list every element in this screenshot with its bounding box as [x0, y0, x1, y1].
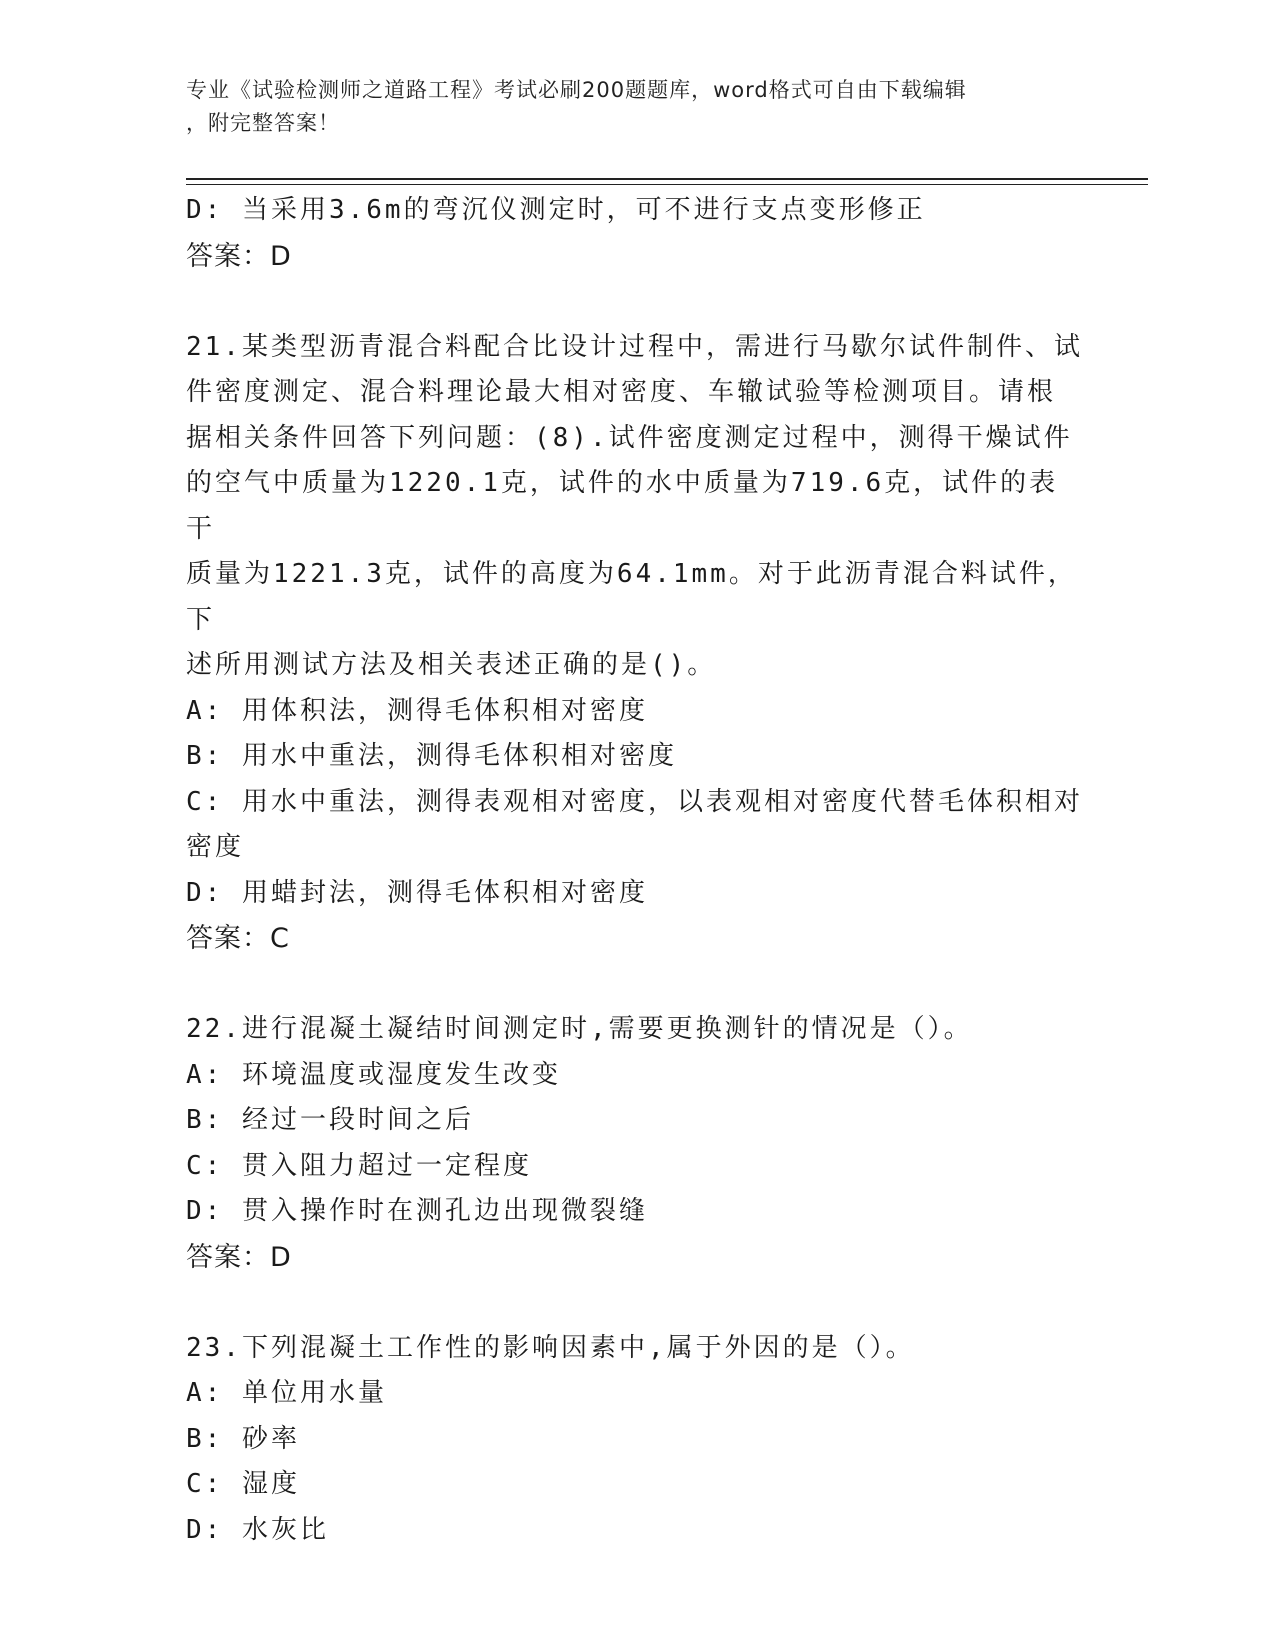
answer: 答案：D [186, 240, 292, 272]
spacer [186, 279, 1086, 325]
option-d: D: 水灰比 [186, 1514, 329, 1545]
option-a: A: 单位用水量 [186, 1378, 387, 1408]
question-22 [186, 1007, 1086, 1280]
question-stem-line: 件密度测定、混合料理论最大相对密度、车辙试验等检测项目。请根 [186, 377, 1057, 407]
header-divider-thick [186, 178, 1148, 180]
question-stem-line: 质量为1221.3克，试件的高度为64.1mm。对于此沥青混合料试件，下 [186, 559, 1077, 635]
spacer [186, 962, 1086, 1008]
previous-question-tail [186, 188, 1086, 279]
header-line-1: 专业《试验检测师之道路工程》考试必刷200题题库，word格式可自由下载编辑 [186, 78, 967, 102]
option-c: C: 湿度 [186, 1469, 300, 1499]
option-b: B: 经过一段时间之后 [186, 1105, 474, 1135]
question-stem-line: 据相关条件回答下列问题：(8).试件密度测定过程中，测得干燥试件 [186, 422, 1073, 453]
option-d: D: 用蜡封法，测得毛体积相对密度 [186, 877, 648, 908]
option-c-continued: 密度 [186, 832, 245, 862]
option-c: C: 用水中重法，测得表观相对密度，以表观相对密度代替毛体积相对 [186, 786, 1083, 817]
document-header [186, 74, 1066, 140]
option-d: D: 当采用3.6m的弯沉仪测定时，可不进行支点变形修正 [186, 195, 926, 225]
option-c: C: 贯入阻力超过一定程度 [186, 1150, 532, 1181]
question-stem-line: 21.某类型沥青混合料配合比设计过程中，需进行马歇尔试件制件、试 [186, 331, 1083, 362]
spacer [186, 1280, 1086, 1326]
document-body [186, 188, 1086, 1553]
question-stem-line: 的空气中质量为1220.1克，试件的水中质量为719.6克，试件的表干 [186, 468, 1059, 544]
option-a: A: 用体积法，测得毛体积相对密度 [186, 695, 648, 726]
header-divider-thin [186, 184, 1148, 185]
option-b: B: 用水中重法，测得毛体积相对密度 [186, 741, 677, 771]
question-stem-line: 述所用测试方法及相关表述正确的是()。 [186, 650, 717, 680]
answer: 答案：C [186, 923, 290, 954]
answer: 答案：D [186, 1241, 292, 1273]
option-a: A: 环境温度或湿度发生改变 [186, 1059, 561, 1090]
question-stem: 22.进行混凝土凝结时间测定时,需要更换测针的情况是（）。 [186, 1014, 973, 1044]
question-21 [186, 325, 1086, 962]
header-line-2: ，附完整答案！ [186, 111, 340, 135]
question-stem: 23.下列混凝土工作性的影响因素中,属于外因的是（）。 [186, 1332, 915, 1363]
option-d: D: 贯入操作时在测孔边出现微裂缝 [186, 1196, 648, 1226]
option-b: B: 砂率 [186, 1423, 300, 1454]
question-23 [186, 1326, 1086, 1554]
